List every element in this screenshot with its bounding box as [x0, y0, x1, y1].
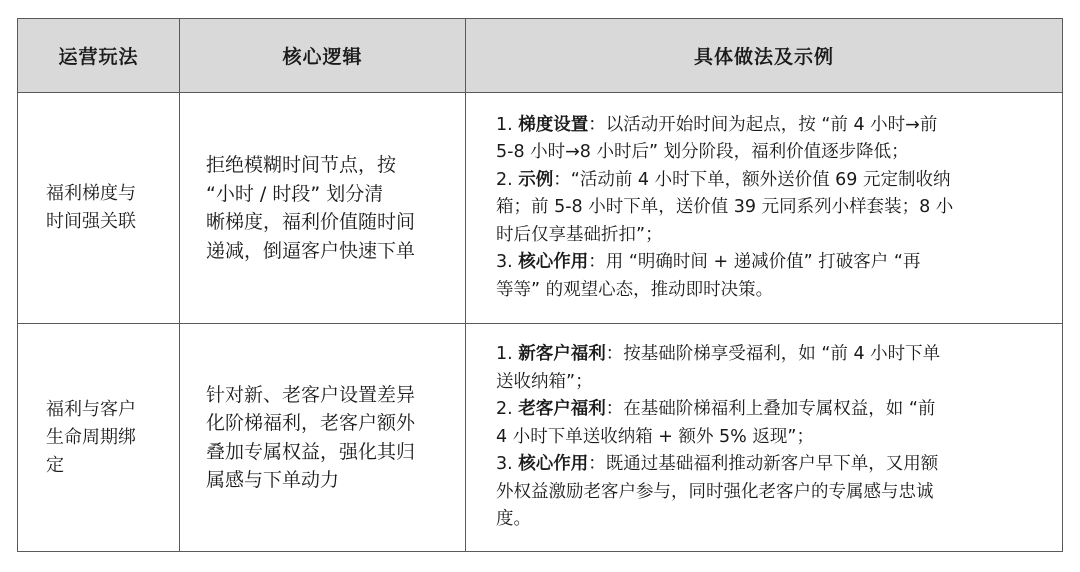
item-text-line: 度。 — [496, 509, 531, 530]
logic-text-line: 晰梯度，福利价值随时间 — [206, 211, 416, 233]
item-number: 1. — [496, 344, 519, 365]
item-text-line: 箱；前 5-8 小时下单，送价值 39 元同系列小样套装；8 小 — [496, 197, 954, 218]
method-item — [496, 341, 1062, 369]
method-item — [496, 451, 1062, 479]
item-label: 核心作用 — [518, 454, 589, 475]
logic-text-line: 递减，倒逼客户快速下单 — [206, 239, 416, 262]
logic-text-line: 针对新、老客户设置差异 — [206, 383, 416, 406]
play-text-line: 时间强关联 — [46, 211, 136, 232]
item-label: 核心作用 — [518, 252, 589, 273]
table-row — [18, 93, 1063, 324]
item-number: 3. — [496, 252, 519, 273]
item-number: 2. — [496, 169, 519, 190]
item-text-line: 等等” 的观望心态，推动即时决策。 — [496, 279, 774, 300]
method-item — [496, 112, 1062, 140]
play-text-line: 福利与客户 — [46, 398, 136, 420]
header-row — [18, 19, 1063, 93]
logic-cell — [180, 93, 466, 324]
method-item — [496, 167, 1062, 195]
item-label: 老客户福利 — [518, 399, 606, 420]
item-text: ：按基础阶梯享受福利，如 “前 4 小时下单 — [605, 344, 941, 365]
method-cell — [466, 324, 1063, 552]
logic-text-line: 属感与下单动力 — [206, 469, 340, 491]
item-number: 1. — [496, 114, 519, 135]
operations-table — [17, 18, 1063, 552]
play-cell — [18, 324, 180, 552]
table-row — [18, 324, 1063, 552]
item-text-line: 5-8 小时→8 小时后” 划分阶段，福利价值逐步降低； — [496, 142, 909, 163]
item-text: ：既通过基础福利推动新客户早下单，又用额 — [588, 454, 939, 475]
method-cell — [466, 93, 1063, 324]
item-label: 梯度设置 — [518, 114, 589, 135]
item-text: ：“活动前 4 小时下单，额外送价值 69 元定制收纳 — [553, 169, 951, 190]
item-text-line: 4 小时下单送收纳箱 + 额外 5% 返现”； — [496, 426, 814, 447]
item-text: ：以活动开始时间为起点，按 “前 4 小时→前 — [588, 114, 938, 135]
play-text-line: 福利梯度与 — [46, 183, 136, 204]
logic-text-line: “小时 / 时段” 划分清 — [206, 182, 384, 205]
item-number: 2. — [496, 399, 519, 420]
play-text-line: 生命周期绑 — [46, 426, 136, 448]
item-text-line: 时后仅享基础折扣”； — [496, 224, 663, 245]
item-text: ：用 “明确时间 + 递减价值” 打破客户 “再 — [588, 252, 921, 273]
item-text-line: 外权益激励老客户参与，同时强化老客户的专属感与忠诚 — [496, 481, 934, 502]
method-item — [496, 249, 1062, 277]
logic-text-line: 拒绝模糊时间节点，按 — [206, 154, 397, 176]
logic-text-line: 叠加专属权益，强化其归 — [206, 440, 416, 463]
play-text-line: 定 — [46, 454, 64, 476]
item-number: 3. — [496, 454, 519, 475]
header-logic: 核心逻辑 — [180, 19, 466, 93]
item-text-line: 送收纳箱”； — [496, 371, 593, 392]
item-label: 示例 — [518, 169, 554, 190]
item-label: 新客户福利 — [518, 344, 606, 365]
play-cell — [18, 93, 180, 324]
header-method: 具体做法及示例 — [466, 19, 1063, 93]
method-item — [496, 396, 1062, 424]
logic-cell — [180, 324, 466, 552]
logic-text-line: 化阶梯福利，老客户额外 — [206, 412, 416, 434]
header-play: 运营玩法 — [18, 19, 180, 93]
item-text: ：在基础阶梯福利上叠加专属权益，如 “前 — [605, 399, 936, 420]
